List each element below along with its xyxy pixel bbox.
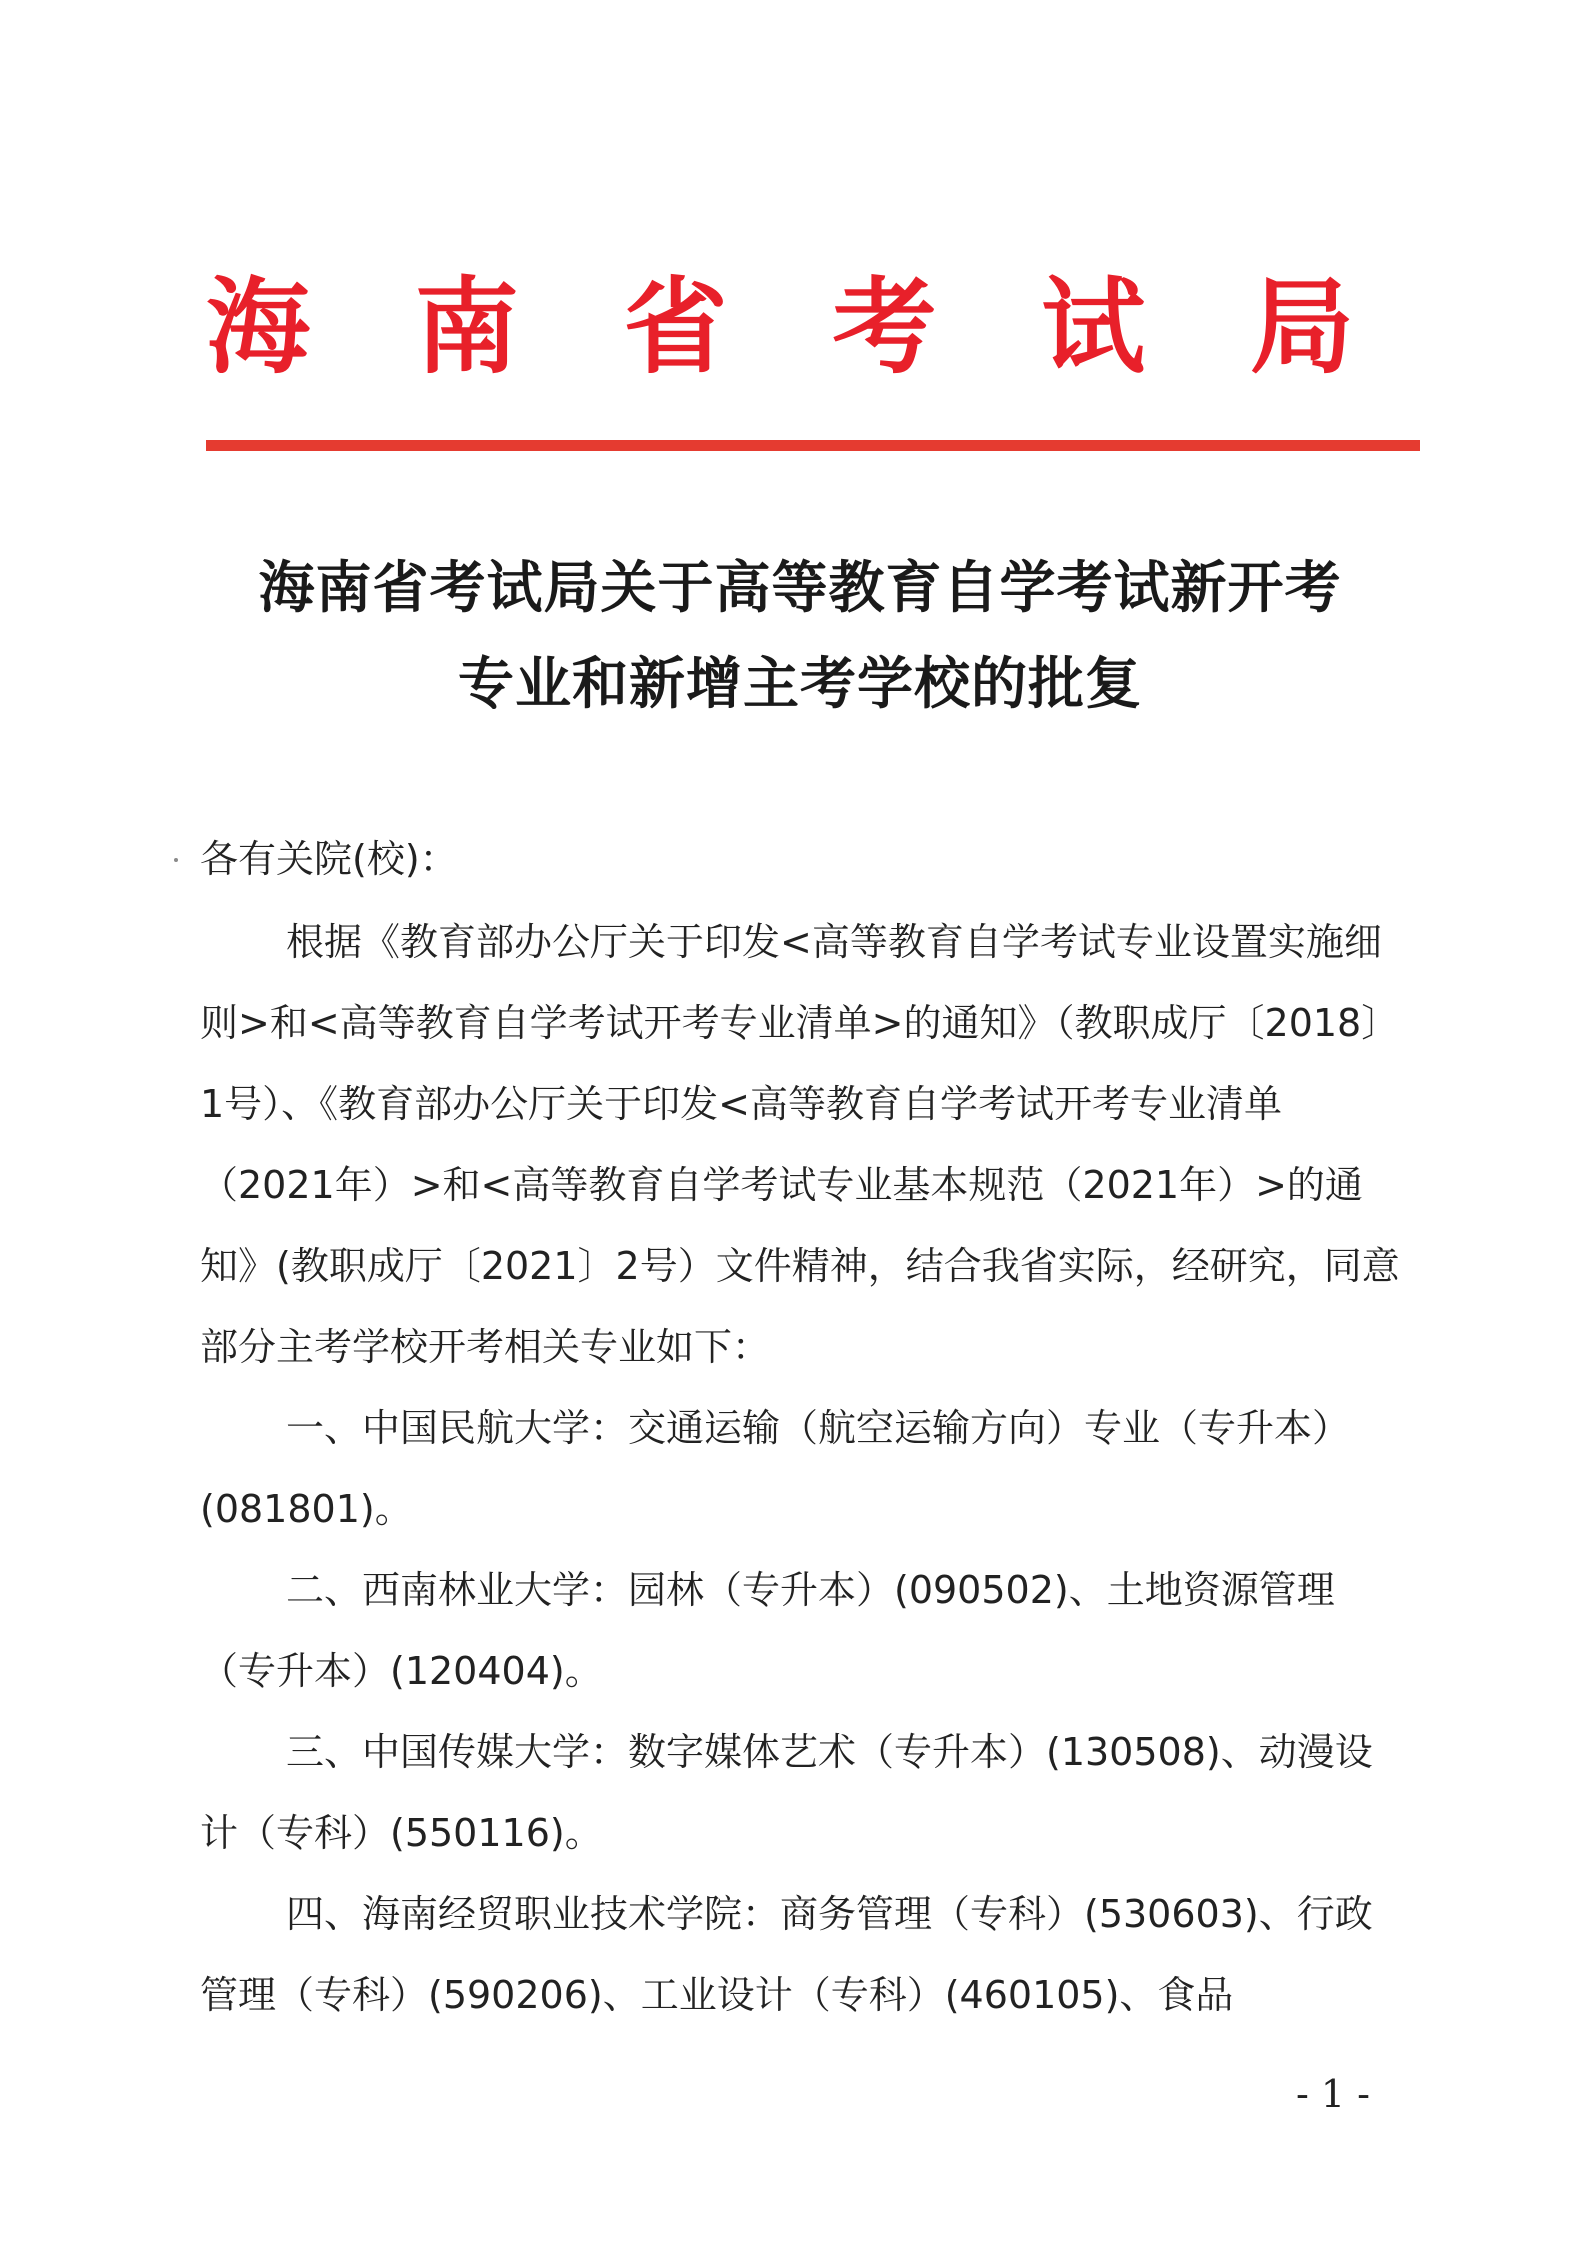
salutation: 各有关院(校)：: [200, 837, 458, 881]
paragraph-item-2: 二、西南林业大学：园林（专升本）(090502)、土地资源管理（专升本）(120404)。: [200, 1568, 1335, 1693]
letterhead-char: 试: [1041, 265, 1146, 388]
letterhead-char: 局: [1249, 265, 1354, 388]
document-title-line-2: 专业和新增主考学校的批复: [458, 651, 1142, 717]
document-title-line-1: 海南省考试局关于高等教育自学考试新开考: [258, 555, 1342, 621]
letterhead-char: 考: [832, 265, 937, 388]
letterhead: [206, 262, 1354, 392]
paragraph-item-4: 四、海南经贸职业技术学院：商务管理（专科）(530603)、行政管理（专科）(590206)、工业设计（专科）(460105)、食品: [200, 1892, 1373, 2017]
scan-speck: [174, 858, 178, 862]
paragraph-item-1: 一、中国民航大学：交通运输（航空运输方向）专业（专升本）(081801)。: [200, 1406, 1351, 1531]
letterhead-char: 海: [206, 265, 311, 388]
paragraph-basis: 根据《教育部办公厅关于印发<高等教育自学考试专业设置实施细则>和<高等教育自学考试开考专业清单>的通知》（教职成厅〔2018〕1号）、《教育部办公厅关于印发<高等教育自学考试开考专业清单（2021年）>和<高等教育自学考试专业基本规范（2021年）>的通知》(教职成厅〔2021〕2号）文件精神，结合我省实际，经研究，同意部分主考学校开考相关专业如下：: [200, 920, 1400, 1369]
letterhead-red-rule: [206, 440, 1420, 451]
page-number: - 1 -: [1296, 2072, 1371, 2116]
letterhead-char: 南: [414, 265, 519, 388]
paragraph-item-3: 三、中国传媒大学：数字媒体艺术（专升本）(130508)、动漫设计（专科）(550116)。: [200, 1730, 1373, 1855]
document-body: [200, 902, 1410, 2036]
letterhead-char: 省: [623, 265, 728, 388]
